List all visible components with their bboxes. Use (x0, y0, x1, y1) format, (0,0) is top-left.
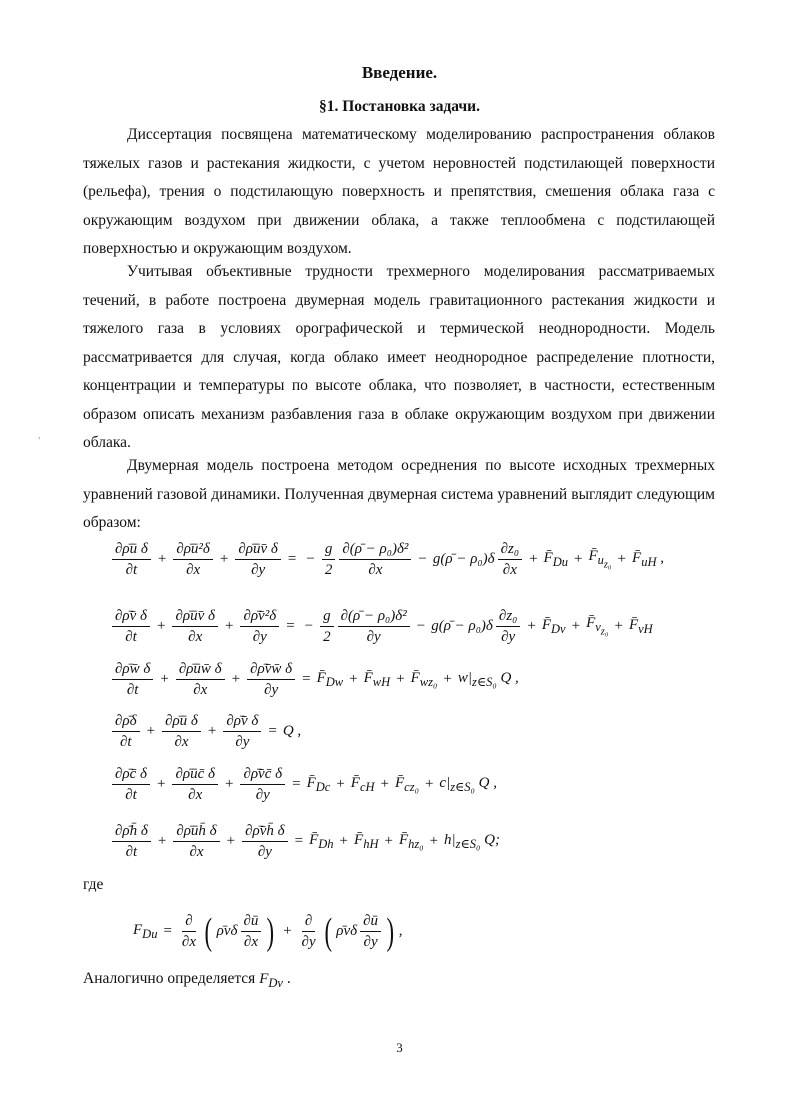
equation-momentum-v: $\frac{\partial\rhōv̄ \delta}{\partial t}$ + $\frac{\partial\rhōūv̄ \delta}{\partial x}$ + $\frac{\text{∂ρ̄v̄²δ}}{\partial y}$ = − $\frac{g}{2}$ $\frac{\text{∂(ρ̄ − ρ₀)δ²}}{\partial y}$ − g(ρ̄ − ρ₀)δ $\frac{\text{∂z₀}}{\partial y}$ + $F̄_{Dv}$ + $F̄_{v_{z_0}}$ + $F̄_{vH}$ (110, 607, 654, 646)
page-title: Введение. (361, 63, 438, 82)
paragraph-1: Диссертация посвящена математическому моделированию распространения облаков тяжелых газов и растекания жидкости, с учетом неровностей подстилающей поверхности (рельефа), трения о подстилающую поверхность и препятствия, смешения облака газа с окружающим воздухом при движении облака, а также теплообмена с подстилающей поверхностью и окружающим воздухом. (83, 126, 715, 257)
paragraph-3: Двумерная модель построена методом осреднения по высоте исходных трехмерных уравнений газовой динамики. Полученная двумерная система уравнений выглядит следующим образом: (83, 457, 715, 531)
equation-continuity: $\frac{\partial\rhō\delta}{\partial t}$ + $\frac{\text{∂ρ̄ū δ}}{\partial x}$ + $\frac{\partial\rhōv̄ \delta}{\partial y}$ = Q , (110, 712, 302, 751)
where-label: где (83, 876, 104, 893)
section-title: §1. Постановка задачи. (319, 98, 480, 115)
page-number: 3 (396, 1040, 403, 1055)
analog-label: Аналогично определяется $F_{Dv}$ . (83, 970, 291, 990)
equation-fdu-definition: $F_{Du}$ = $\frac{\partial}{\partial x}$ ( ρ̄νδ $\frac{\partial ū}{\partial x}$ ) + $\frac{\partial}{\partial y}$ ( ρ̄νδ $\frac{\partial ū}{\partial y}$ ) , (133, 910, 403, 953)
scan-artifact: , (38, 430, 41, 441)
equation-momentum-w: $\frac{\partial\rhōw̄ \delta}{\partial t}$ + $\frac{\partial\rhōūw̄ \delta}{\partial x}$ + $\frac{\partial\rhōv̄w̄ \delta}{\partial y}$ = $F̄_{Dw}$ + $F̄_{wH}$ + $F̄_{wz_0}$ + $w|_{z\in S_0}$ Q , (110, 660, 520, 699)
equation-concentration: $\frac{\partial\rhōc̄ \delta}{\partial t}$ + $\frac{\partial\rhōūc̄ \delta}{\partial x}$ + $\frac{\partial\rhōv̄c̄ \delta}{\partial y}$ = $F̄_{Dc}$ + $F̄_{cH}$ + $F̄_{cz_0}$ + $c|_{z\in S_0}$ Q , (110, 765, 498, 804)
paragraph-2: Учитывая объективные трудности трехмерного моделирования рассматриваемых течений, в работе построена двумерная модель гравитационного растекания жидкости и тяжелого газа в условиях орографической и термической неоднородности. Модель рассматривается для случая, когда облако имеет неоднородное распределение плотности, концентрации и температуры по высоте облака, что позволяет, в частности, естественным образом описать механизм разбавления газа в облаке окружающим воздухом при движении облака. (83, 263, 715, 451)
equation-momentum-u: $\frac{\text{∂ρ̄ū δ}}{\partial t}$ + $\frac{\text{∂ρ̄ū²δ}}{\partial x}$ + $\frac{\partial\rhōūv̄ \delta}{\partial y}$ = − $\frac{g}{2}$ $\frac{\text{∂(ρ̄ − ρ₀)δ²}}{\partial x}$ − g(ρ̄ − ρ₀)δ $\frac{\text{∂z₀}}{\partial x}$ + $F̄_{Du}$ + $F̄_{u_{z_0}}$ + $F̄_{uH}$ , (110, 540, 665, 579)
equation-enthalpy: $\frac{\partial\rhōh̄ \delta}{\partial t}$ + $\frac{\partial\rhōūh̄ \delta}{\partial x}$ + $\frac{\partial\rhōv̄h̄ \delta}{\partial y}$ = $F̄_{Dh}$ + $F̄_{hH}$ + $F̄_{hz_0}$ + $h|_{z\in S_0}$ Q; (110, 822, 501, 861)
analog-symbol: $F_{Dv}$ (259, 971, 283, 990)
